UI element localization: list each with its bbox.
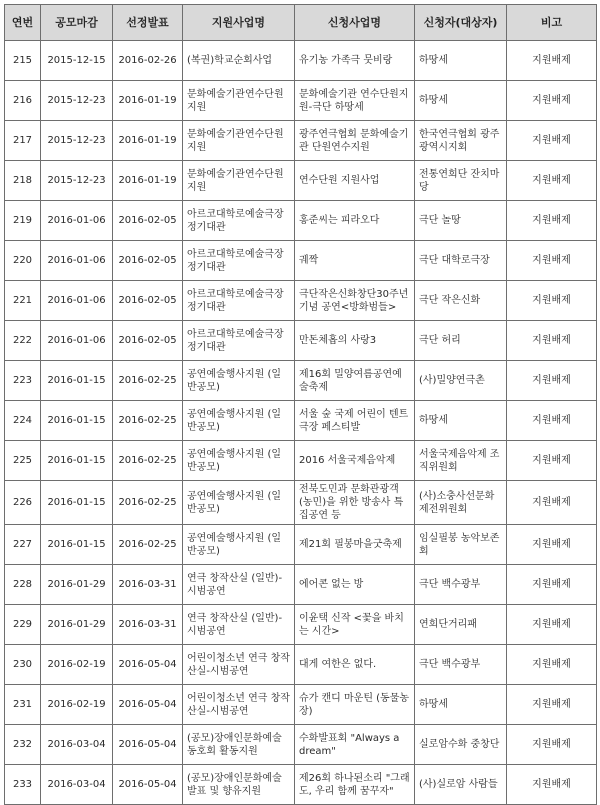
table-row: [5, 441, 597, 481]
header-applicant: 신청자(대상자): [415, 5, 507, 41]
cell-support-program: 어린이청소년 연극 창작산실-시범공연: [183, 645, 295, 685]
cell-selection-date: 2016-02-25: [113, 481, 183, 525]
cell-announce-deadline: 2016-01-15: [41, 441, 113, 481]
cell-no: 226: [5, 481, 41, 525]
cell-no: 227: [5, 525, 41, 565]
cell-applicant: 극단 놀땅: [415, 201, 507, 241]
cell-selection-date: 2016-02-25: [113, 361, 183, 401]
table-row: [5, 201, 597, 241]
cell-applicant: (사)소충사선문화제전위원회: [415, 481, 507, 525]
cell-announce-deadline: 2016-02-19: [41, 685, 113, 725]
table-row: [5, 161, 597, 201]
cell-support-program: (공모)장애인문화예술 발표 및 향유지원: [183, 765, 295, 805]
cell-note: 지원배제: [507, 361, 597, 401]
cell-applicant: (사)밀양연극촌: [415, 361, 507, 401]
cell-no: 222: [5, 321, 41, 361]
cell-applied-project: 극단작은신화창단30주년기념 공연<방화범들>: [295, 281, 415, 321]
cell-note: 지원배제: [507, 401, 597, 441]
cell-announce-deadline: 2015-12-23: [41, 81, 113, 121]
cell-announce-deadline: 2016-01-29: [41, 565, 113, 605]
cell-applied-project: 광주연극협회 문화예술기관 단원연수지원: [295, 121, 415, 161]
cell-announce-deadline: 2016-01-15: [41, 361, 113, 401]
cell-selection-date: 2016-03-31: [113, 565, 183, 605]
cell-selection-date: 2016-02-25: [113, 525, 183, 565]
cell-announce-deadline: 2016-03-04: [41, 765, 113, 805]
cell-applicant: 실로암수화 중창단: [415, 725, 507, 765]
cell-no: 219: [5, 201, 41, 241]
header-applied-project: 신청사업명: [295, 5, 415, 41]
cell-selection-date: 2016-05-04: [113, 725, 183, 765]
cell-support-program: 문화예술기관연수단원지원: [183, 81, 295, 121]
cell-announce-deadline: 2015-12-23: [41, 161, 113, 201]
cell-applied-project: 서울 숲 국제 어린이 텐트 극장 페스티발: [295, 401, 415, 441]
cell-support-program: 공연예술행사지원 (일반공모): [183, 401, 295, 441]
cell-announce-deadline: 2016-01-06: [41, 241, 113, 281]
cell-applicant: 극단 백수광부: [415, 645, 507, 685]
cell-note: 지원배제: [507, 161, 597, 201]
cell-note: 지원배제: [507, 685, 597, 725]
cell-applicant: 서울국제음악제 조직위원회: [415, 441, 507, 481]
cell-applied-project: 대게 여한은 없다.: [295, 645, 415, 685]
table-row: [5, 481, 597, 525]
cell-note: 지원배제: [507, 525, 597, 565]
cell-no: 232: [5, 725, 41, 765]
cell-announce-deadline: 2016-01-29: [41, 605, 113, 645]
cell-applicant: 하땅세: [415, 685, 507, 725]
cell-announce-deadline: 2015-12-23: [41, 121, 113, 161]
cell-applied-project: 2016 서울국제음악제: [295, 441, 415, 481]
cell-applied-project: 전북도민과 문화관광객(농민)을 위한 방송사 특집공연 등: [295, 481, 415, 525]
cell-applicant: 극단 허리: [415, 321, 507, 361]
cell-announce-deadline: 2016-01-15: [41, 401, 113, 441]
cell-no: 225: [5, 441, 41, 481]
cell-selection-date: 2016-02-05: [113, 201, 183, 241]
cell-applicant: 임실필봉 농악보존회: [415, 525, 507, 565]
table-row: [5, 525, 597, 565]
header-note: 비고: [507, 5, 597, 41]
table-row: [5, 41, 597, 81]
cell-no: 215: [5, 41, 41, 81]
cell-selection-date: 2016-02-25: [113, 441, 183, 481]
cell-applicant: 연희단거리패: [415, 605, 507, 645]
cell-announce-deadline: 2016-01-06: [41, 201, 113, 241]
cell-selection-date: 2016-05-04: [113, 685, 183, 725]
cell-no: 224: [5, 401, 41, 441]
cell-note: 지원배제: [507, 41, 597, 81]
cell-note: 지원배제: [507, 481, 597, 525]
cell-no: 218: [5, 161, 41, 201]
table-row: [5, 121, 597, 161]
table-row: [5, 645, 597, 685]
cell-support-program: (복권)학교순회사업: [183, 41, 295, 81]
cell-applied-project: 제26회 하나된소리 "그래도, 우리 함께 꿈꾸자": [295, 765, 415, 805]
cell-selection-date: 2016-02-05: [113, 321, 183, 361]
table-row: [5, 565, 597, 605]
cell-note: 지원배제: [507, 441, 597, 481]
table-row: [5, 361, 597, 401]
cell-applicant: 극단 대학로극장: [415, 241, 507, 281]
cell-applicant: 극단 작은신화: [415, 281, 507, 321]
cell-applied-project: 수화발표회 "Always a dream": [295, 725, 415, 765]
cell-selection-date: 2016-03-31: [113, 605, 183, 645]
cell-support-program: 어린이청소년 연극 창작산실-시범공연: [183, 685, 295, 725]
cell-support-program: 연극 창작산실 (일반)-시범공연: [183, 565, 295, 605]
cell-selection-date: 2016-01-19: [113, 161, 183, 201]
cell-announce-deadline: 2016-01-06: [41, 281, 113, 321]
support-exclusion-table: [4, 4, 597, 805]
cell-selection-date: 2016-01-19: [113, 121, 183, 161]
cell-applied-project: 제21회 필봉마을굿축제: [295, 525, 415, 565]
cell-support-program: 아르코대학로예술극장 정기대관: [183, 281, 295, 321]
cell-note: 지원배제: [507, 241, 597, 281]
cell-applied-project: 연수단원 지원사업: [295, 161, 415, 201]
cell-applied-project: 제16회 밀양여름공연예술축제: [295, 361, 415, 401]
cell-support-program: 공연예술행사지원 (일반공모): [183, 525, 295, 565]
cell-note: 지원배제: [507, 645, 597, 685]
table-row: [5, 281, 597, 321]
table-row: [5, 605, 597, 645]
cell-no: 231: [5, 685, 41, 725]
cell-no: 216: [5, 81, 41, 121]
cell-support-program: (공모)장애인문화예술 동호회 활동지원: [183, 725, 295, 765]
cell-applied-project: 에어콘 없는 방: [295, 565, 415, 605]
cell-announce-deadline: 2016-01-15: [41, 481, 113, 525]
cell-announce-deadline: 2016-03-04: [41, 725, 113, 765]
header-announce-deadline: 공모마감: [41, 5, 113, 41]
cell-applicant: 하땅세: [415, 41, 507, 81]
cell-note: 지원배제: [507, 81, 597, 121]
table-row: [5, 241, 597, 281]
cell-note: 지원배제: [507, 121, 597, 161]
cell-applicant: (사)실로암 사람들: [415, 765, 507, 805]
cell-note: 지원배제: [507, 725, 597, 765]
cell-announce-deadline: 2016-01-06: [41, 321, 113, 361]
cell-note: 지원배제: [507, 765, 597, 805]
cell-applied-project: 슈가 캔디 마운틴 (동물농장): [295, 685, 415, 725]
cell-support-program: 공연예술행사지원 (일반공모): [183, 441, 295, 481]
cell-selection-date: 2016-05-04: [113, 645, 183, 685]
cell-applicant: 한국연극협회 광주광역시지회: [415, 121, 507, 161]
table-row: [5, 81, 597, 121]
cell-note: 지원배제: [507, 281, 597, 321]
cell-no: 230: [5, 645, 41, 685]
cell-applied-project: 유기농 가족극 뭇비랑: [295, 41, 415, 81]
cell-support-program: 아르코대학로예술극장 정기대관: [183, 241, 295, 281]
cell-applicant: 극단 백수광부: [415, 565, 507, 605]
cell-support-program: 아르코대학로예술극장 정기대관: [183, 201, 295, 241]
cell-applicant: 전통연희단 잔치마당: [415, 161, 507, 201]
cell-support-program: 문화예술기관연수단원지원: [183, 121, 295, 161]
cell-selection-date: 2016-02-25: [113, 401, 183, 441]
cell-note: 지원배제: [507, 321, 597, 361]
header-row: [5, 5, 597, 41]
cell-support-program: 문화예술기관연수단원지원: [183, 161, 295, 201]
cell-announce-deadline: 2015-12-15: [41, 41, 113, 81]
cell-no: 217: [5, 121, 41, 161]
cell-no: 221: [5, 281, 41, 321]
cell-no: 223: [5, 361, 41, 401]
cell-note: 지원배제: [507, 201, 597, 241]
cell-applied-project: 문화예술기관 연수단원지원-극단 하땅세: [295, 81, 415, 121]
table-row: [5, 765, 597, 805]
cell-no: 233: [5, 765, 41, 805]
cell-selection-date: 2016-02-05: [113, 281, 183, 321]
cell-selection-date: 2016-01-19: [113, 81, 183, 121]
cell-no: 228: [5, 565, 41, 605]
cell-support-program: 공연예술행사지원 (일반공모): [183, 481, 295, 525]
table-row: [5, 401, 597, 441]
header-no: 연번: [5, 5, 41, 41]
cell-support-program: 공연예술행사지원 (일반공모): [183, 361, 295, 401]
cell-selection-date: 2016-05-04: [113, 765, 183, 805]
cell-applied-project: 이윤택 신작 <꽃을 바치는 시간>: [295, 605, 415, 645]
cell-note: 지원배제: [507, 565, 597, 605]
cell-selection-date: 2016-02-05: [113, 241, 183, 281]
cell-support-program: 연극 창작산실 (일반)-시범공연: [183, 605, 295, 645]
header-support-program: 지원사업명: [183, 5, 295, 41]
cell-applicant: 하땅세: [415, 81, 507, 121]
cell-applied-project: 만돈체홉의 사랑3: [295, 321, 415, 361]
cell-applicant: 하땅세: [415, 401, 507, 441]
cell-announce-deadline: 2016-02-19: [41, 645, 113, 685]
table-row: [5, 725, 597, 765]
header-selection-date: 선정발표: [113, 5, 183, 41]
cell-support-program: 아르코대학로예술극장 정기대관: [183, 321, 295, 361]
cell-selection-date: 2016-02-26: [113, 41, 183, 81]
cell-note: 지원배제: [507, 605, 597, 645]
cell-applied-project: 궤짝: [295, 241, 415, 281]
cell-announce-deadline: 2016-01-15: [41, 525, 113, 565]
cell-no: 220: [5, 241, 41, 281]
cell-no: 229: [5, 605, 41, 645]
table-row: [5, 685, 597, 725]
table-row: [5, 321, 597, 361]
cell-applied-project: 홍준씨는 피라오다: [295, 201, 415, 241]
